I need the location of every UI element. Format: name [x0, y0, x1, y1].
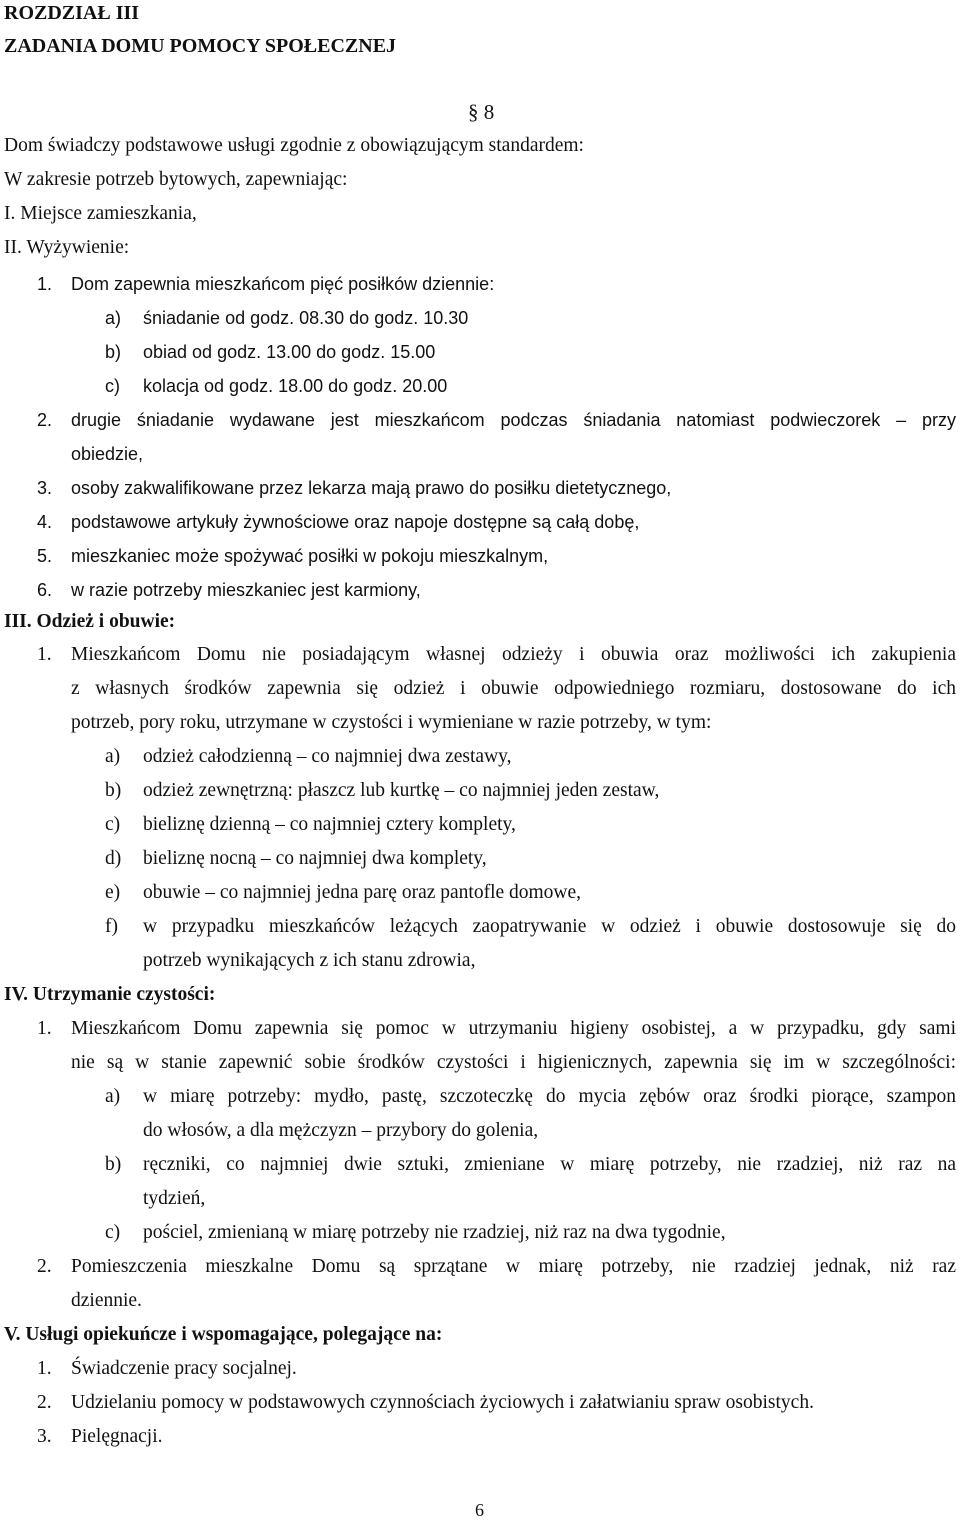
- list-item: c) pościel, zmienianą w miarę potrzeby nie rzadziej, niż raz na dwa tygodnie,: [105, 1222, 726, 1243]
- list-item-text: w przypadku mieszkańców leżących zaopatrywanie w odzież i obuwie dostosowuje się do: [143, 916, 956, 937]
- list-item: 1. Świadczenie pracy socjalnej.: [37, 1358, 297, 1379]
- list-item: 6. w razie potrzeby mieszkaniec jest karmiony,: [37, 580, 421, 600]
- list-number: 1.: [37, 1018, 52, 1039]
- list-item-text: obiedzie,: [71, 444, 144, 464]
- section-number: § 8: [468, 100, 495, 124]
- list-item: 1. Dom zapewnia mieszkańcom pięć posiłków dziennie:: [37, 274, 495, 294]
- list-item: b) odzież zewnętrzną: płaszcz lub kurtkę – co najmniej jeden zestaw,: [105, 780, 660, 801]
- list-item: d) bieliznę nocną – co najmniej dwa komplety,: [105, 848, 487, 869]
- list-item-text: do włosów, a dla mężczyzn – przybory do golenia,: [143, 1120, 539, 1141]
- list-item-text: ręczniki, co najmniej dwie sztuki, zmieniane w miarę potrzeby, nie rzadziej, niż raz na: [143, 1154, 956, 1175]
- list-item-text: Mieszkańcom Domu zapewnia się pomoc w utrzymaniu higieny osobistej, a w przypadku, gdy sami: [71, 1018, 956, 1039]
- list-item-text: dziennie.: [71, 1290, 142, 1311]
- list-number: 2.: [37, 410, 53, 430]
- page-number: 6: [475, 1500, 484, 1520]
- list-item: c) kolacja od godz. 18.00 do godz. 20.00: [105, 376, 448, 396]
- section-4-title: IV. Utrzymanie czystości:: [4, 984, 216, 1005]
- list-marker: a): [105, 1086, 121, 1107]
- list-item: a) śniadanie od godz. 08.30 do godz. 10.30: [105, 308, 469, 328]
- list-number: 1.: [37, 644, 52, 665]
- list-item-text: potrzeb wynikających z ich stanu zdrowia,: [143, 950, 476, 971]
- list-item: 3. osoby zakwalifikowane przez lekarza mają prawo do posiłku dietetycznego,: [37, 478, 672, 498]
- list-marker: b): [105, 1154, 122, 1175]
- list-item-text: Mieszkańcom Domu nie posiadającym własnej odzieży i obuwia oraz możliwości ich zakupienia: [71, 644, 956, 665]
- list-item: 4. podstawowe artykuły żywnościowe oraz napoje dostępne są całą dobę,: [37, 512, 640, 532]
- list-item: 3. Pielęgnacji.: [37, 1426, 163, 1447]
- section-5-title: V. Usługi opiekuńcze i wspomagające, polegające na:: [4, 1324, 443, 1345]
- chapter-title: ZADANIA DOMU POMOCY SPOŁECZNEJ: [4, 35, 397, 57]
- chapter-heading: ROZDZIAŁ III: [4, 2, 140, 24]
- list-item: 5. mieszkaniec może spożywać posiłki w pokoju mieszkalnym,: [37, 546, 549, 566]
- list-item-text: Pomieszczenia mieszkalne Domu są sprzątane w miarę potrzeby, nie rzadziej jednak, niż raz: [71, 1256, 956, 1277]
- list-item-text: w miarę potrzeby: mydło, pastę, szczoteczkę do mycia zębów oraz środki piorące, szampon: [143, 1086, 956, 1107]
- list-number: 2.: [37, 1256, 52, 1277]
- intro-line-2: W zakresie potrzeb bytowych, zapewniając:: [4, 169, 348, 190]
- list-item: a) odzież całodzienną – co najmniej dwa zestawy,: [105, 746, 512, 767]
- section-1-title: I. Miejsce zamieszkania,: [4, 203, 197, 224]
- list-item-text: tydzień,: [143, 1188, 206, 1209]
- list-item-text: potrzeb, pory roku, utrzymane w czystości i wymieniane w razie potrzeby, w tym:: [71, 712, 712, 733]
- list-marker: f): [105, 916, 118, 937]
- list-item-text: z własnych środków zapewnia się odzież i obuwie odpowiedniego rozmiaru, dostosowane do ich: [71, 678, 956, 699]
- list-item-text: nie są w stanie zapewnić sobie środków czystości i higienicznych, zapewnia się im w szczególności:: [71, 1052, 956, 1073]
- list-item-text: drugie śniadanie wydawane jest mieszkańcom podczas śniadania natomiast podwieczorek – przy: [71, 410, 956, 430]
- list-item: 2. Udzielaniu pomocy w podstawowych czynnościach życiowych i załatwianiu spraw osobistych.: [37, 1392, 814, 1413]
- list-item: e) obuwie – co najmniej jedna parę oraz pantofle domowe,: [105, 882, 582, 903]
- intro-line-1: Dom świadczy podstawowe usługi zgodnie z obowiązującym standardem:: [4, 135, 584, 156]
- section-2-title: II. Wyżywienie:: [4, 237, 130, 258]
- list-item: c) bieliznę dzienną – co najmniej cztery komplety,: [105, 814, 516, 835]
- list-item: b) obiad od godz. 13.00 do godz. 15.00: [105, 342, 436, 362]
- section-3-title: III. Odzież i obuwie:: [4, 611, 176, 632]
